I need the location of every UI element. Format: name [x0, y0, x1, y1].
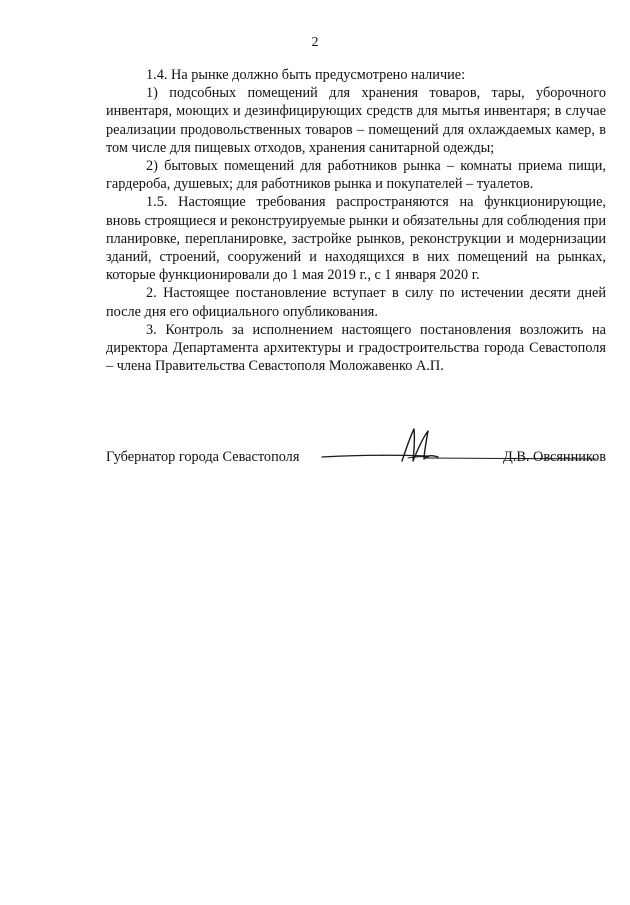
paragraph-3: 3. Контроль за исполнением настоящего постановления возложить на директора Департамента архитектуры и градостроительства города Севастополя – члена Правительства Севастополя Моложавенко А.П.	[106, 321, 606, 375]
signatory-name: Д.В. Овсянников	[503, 449, 606, 465]
paragraph-1-4: 1.4. На рынке должно быть предусмотрено наличие:	[146, 67, 466, 83]
signatory-position: Губернатор города Севастополя	[106, 449, 300, 465]
paragraph-2: 2. Настоящее постановление вступает в силу по истечении десяти дней после дня его официального опубликования.	[106, 285, 606, 320]
page-number: 2	[311, 35, 319, 50]
paragraph-item-1: 1) подсобных помещений для хранения товаров, тары, уборочного инвентаря, моющих и дезинфицирующих средств для мытья инвентаря; в случае реализации продовольственных товаров – помещений для охлаждаемых камер, в том числе для пищевых отходов, хранения санитарной одежды;	[106, 85, 606, 156]
paragraph-item-2: 2) бытовых помещений для работников рынка – комнаты приема пищи, гардероба, душевых; для работников рынка и покупателей – туалетов.	[106, 158, 606, 193]
document-body	[106, 66, 606, 375]
paragraph-1-5: 1.5. Настоящие требования распространяются на функционирующие, вновь строящиеся и реконструируемые рынки и обязательны для соблюдения при планировке, перепланировке, застройке рынков, реконструкции и модернизации зданий, строений, сооружений и находящихся в них помещений на рынках, которые функционировали до 1 мая 2019 г., с 1 января 2020 г.	[106, 194, 606, 284]
signature-block	[106, 443, 606, 473]
